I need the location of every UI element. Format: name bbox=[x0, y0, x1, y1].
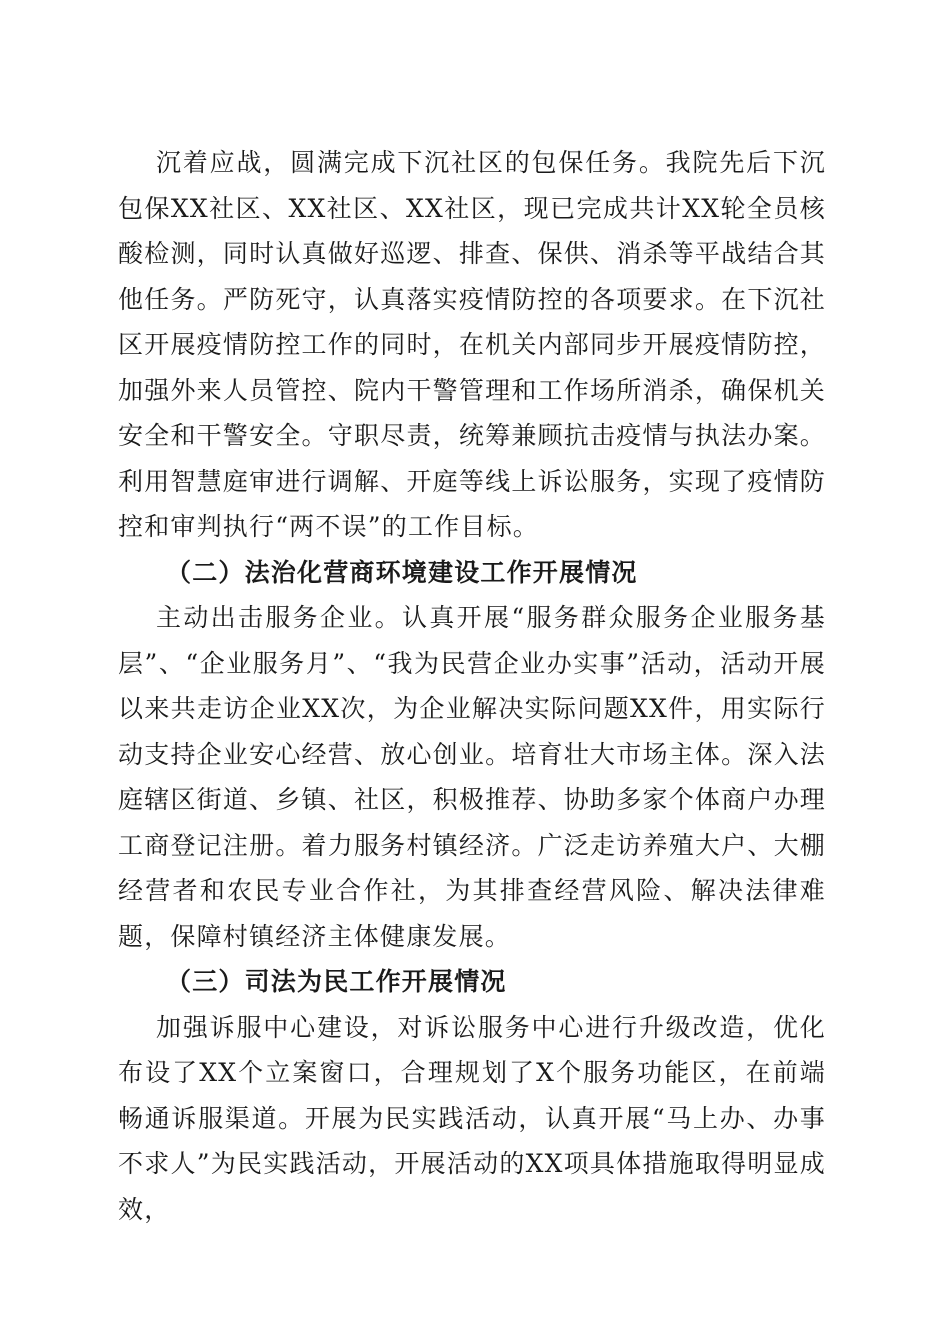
paragraph-business-environment: 主动出击服务企业。认真开展“服务群众服务企业服务基层”、“企业服务月”、“我为民营企业办实事”活动，活动开展以来共走访企业XX次，为企业解决实际问题XX件，用实际行动支持企业安心经营、放心创业。培育壮大市场主体。深入法庭辖区街道、乡镇、社区，积极推荐、协助多家个体商户办理工商登记注册。着力服务村镇经济。广泛走访养殖大户、大棚经营者和农民专业合作社，为其排查经营风险、解决法律难题，保障村镇经济主体健康发展。 bbox=[118, 603, 826, 951]
document-body bbox=[118, 140, 826, 1232]
section-heading-judicial-service: （三）司法为民工作开展情况 bbox=[166, 967, 507, 996]
paragraph-epidemic-prevention: 沉着应战，圆满完成下沉社区的包保任务。我院先后下沉包保XX社区、XX社区、XX社区，现已完成共计XX轮全员核酸检测，同时认真做好巡逻、排查、保供、消杀等平战结合其他任务。严防死守，认真落实疫情防控的各项要求。在下沉社区开展疫情防控工作的同时，在机关内部同步开展疫情防控，加强外来人员管控、院内干警管理和工作场所消杀，确保机关安全和干警安全。守职尽责，统筹兼顾抗击疫情与执法办案。利用智慧庭审进行调解、开庭等线上诉讼服务，实现了疫情防控和审判执行“两不误”的工作目标。 bbox=[118, 148, 826, 541]
paragraph-judicial-service: 加强诉服中心建设，对诉讼服务中心进行升级改造，优化布设了XX个立案窗口，合理规划了X个服务功能区，在前端畅通诉服渠道。开展为民实践活动，认真开展“马上办、办事不求人”为民实践活动，开展活动的XX项具体措施取得明显成效， bbox=[118, 1012, 826, 1224]
section-heading-business-environment: （二）法治化营商环境建设工作开展情况 bbox=[166, 557, 638, 587]
